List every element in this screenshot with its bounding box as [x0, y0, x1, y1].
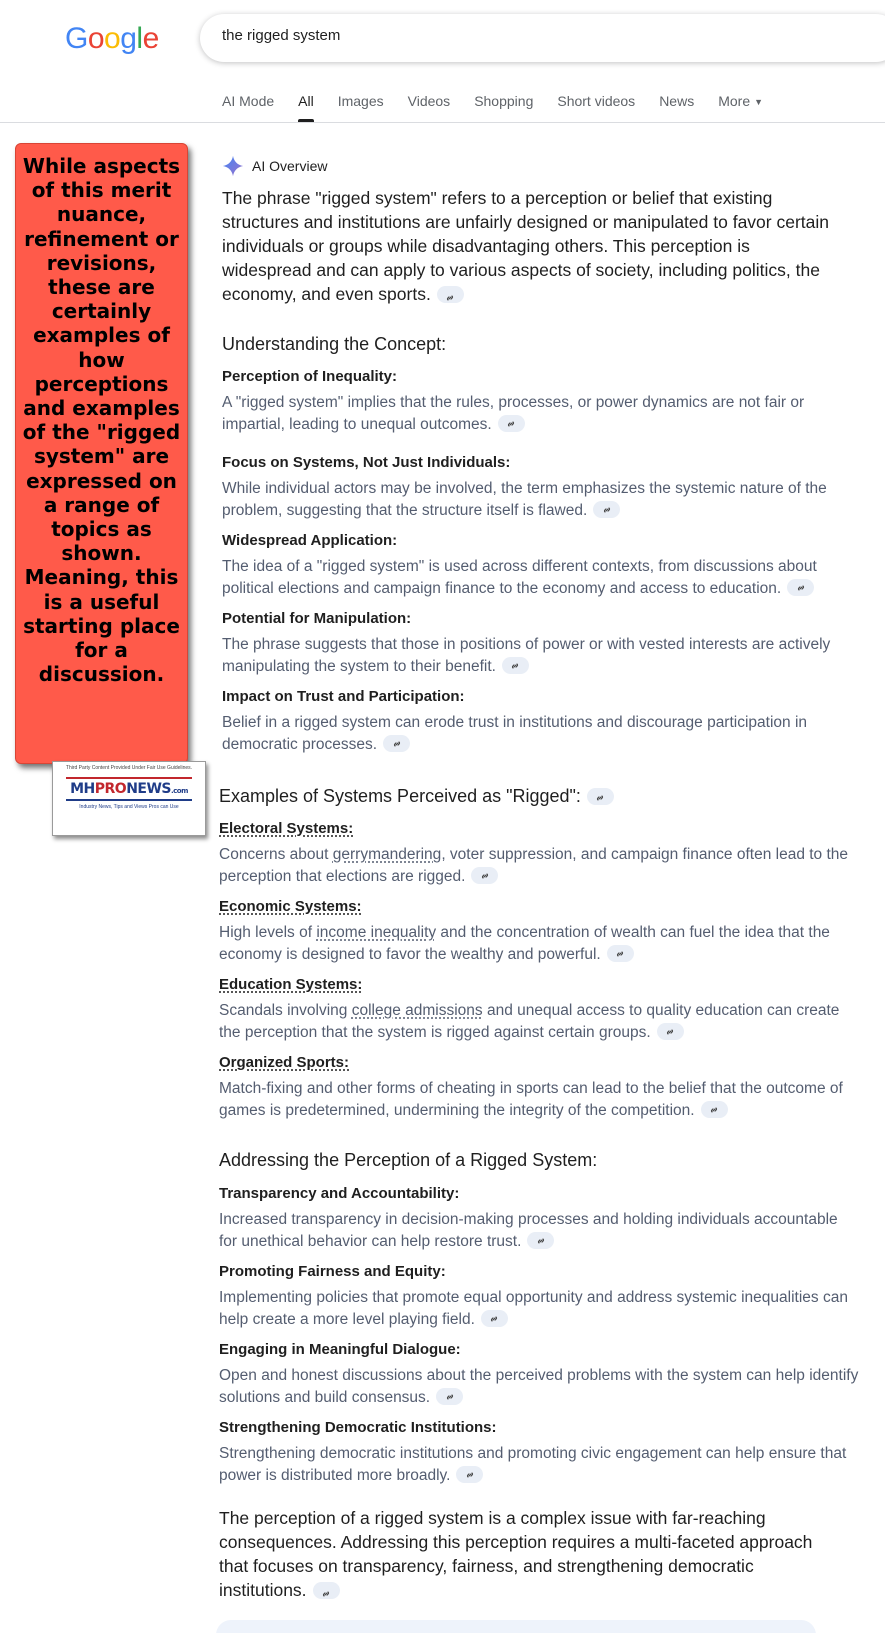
- section-heading-examples: [219, 786, 614, 807]
- item-body: [222, 634, 862, 678]
- tab-news[interactable]: News: [659, 93, 695, 109]
- logo-mh: MH: [70, 781, 95, 797]
- link-icon: [664, 1026, 676, 1038]
- link-icon: [464, 1469, 476, 1481]
- logo-letter: o: [87, 22, 105, 55]
- item-title: Perception of Inequality:: [222, 368, 398, 385]
- item-body: [219, 1209, 859, 1253]
- logo-letter: G: [65, 22, 88, 55]
- item-title: Impact on Trust and Participation:: [222, 688, 465, 705]
- item-title: Transparency and Accountability:: [219, 1185, 460, 1202]
- intro-text: The phrase "rigged system" refers to a perception or belief that existing structures and institutions are unfairly designed or manipulated to favor certain individuals or groups while disadvantaging others. This perception is widespread and can apply to various aspects of society, including politics, the economy, and even sports.: [222, 188, 829, 304]
- item-body-text: High levels of: [219, 924, 317, 941]
- inline-link[interactable]: income inequality: [316, 924, 437, 941]
- logo-letter: e: [142, 22, 159, 55]
- item-body-text: The idea of a "rigged system" is used across different contexts, from discussions about political elections and campaign finance to the economy and access to education.: [222, 558, 817, 597]
- link-icon: [594, 792, 606, 804]
- inline-link[interactable]: gerrymandering: [332, 846, 442, 863]
- tab-ai-mode[interactable]: AI Mode: [222, 93, 275, 109]
- source-link-button[interactable]: [313, 1582, 340, 1599]
- example-item: [219, 1053, 859, 1122]
- item-body-text: The phrase suggests that those in positions of power or with vested interests are actively manipulating the system to their benefit.: [222, 636, 831, 675]
- addressing-item: [219, 1340, 859, 1409]
- item-body: [219, 844, 859, 888]
- source-link-button[interactable]: [787, 579, 814, 596]
- sparkle-icon: [222, 155, 244, 177]
- item-body-text: , voter suppression, and campaign finance often lead to the perception that elections are rigged.: [219, 846, 849, 885]
- tab-more-label: More: [718, 93, 751, 109]
- item-title: Promoting Fairness and Equity:: [219, 1263, 446, 1280]
- item-body-text: Increased transparency in decision-making processes and holding individuals accountable for unethical behavior can help restore trust.: [219, 1211, 838, 1250]
- item-body: [222, 392, 862, 436]
- example-item: [219, 819, 859, 888]
- concept-item: [222, 609, 862, 678]
- logo-pro: PRO: [94, 781, 127, 797]
- editorial-callout: [15, 143, 188, 764]
- source-link-button[interactable]: [471, 867, 498, 884]
- show-more-bar[interactable]: [216, 1620, 816, 1633]
- item-title: Potential for Manipulation:: [222, 610, 412, 627]
- search-tabs: [222, 93, 787, 123]
- item-body: [222, 556, 862, 600]
- link-icon: [601, 504, 613, 516]
- item-body: [219, 1000, 859, 1044]
- item-body: [219, 1078, 859, 1122]
- item-title: Focus on Systems, Not Just Individuals:: [222, 454, 511, 471]
- example-item: [219, 975, 859, 1044]
- item-body-text: Concerns about: [219, 846, 333, 863]
- conclusion-paragraph: [219, 1506, 839, 1602]
- item-title[interactable]: Organized Sports:: [219, 1054, 350, 1071]
- source-link-button[interactable]: [657, 1023, 684, 1040]
- badge-tagline: Industry News, Tips and Views Pros can Use: [79, 804, 179, 810]
- tab-images[interactable]: Images: [337, 93, 384, 109]
- item-body-text: Open and honest discussions about the perceived problems with the system can help identify solutions and build consensus.: [219, 1367, 859, 1406]
- tab-shopping[interactable]: Shopping: [474, 93, 534, 109]
- source-link-button[interactable]: [593, 501, 620, 518]
- source-link-button[interactable]: [436, 1388, 463, 1405]
- addressing-item: [219, 1262, 859, 1331]
- tab-more[interactable]: [718, 93, 763, 123]
- item-body-text: A "rigged system" implies that the rules, processes, or power dynamics are not fair or impartial, leading to unequal outcomes.: [222, 394, 805, 433]
- link-icon: [479, 870, 491, 882]
- header-divider: [0, 122, 885, 123]
- item-title: Engaging in Meaningful Dialogue:: [219, 1341, 461, 1358]
- section-heading-text: Examples of Systems Perceived as "Rigged":: [219, 786, 581, 806]
- concept-item: [222, 367, 862, 436]
- link-icon: [391, 738, 403, 750]
- tab-videos[interactable]: Videos: [407, 93, 451, 109]
- link-icon: [320, 1588, 332, 1600]
- badge-note: Third Party Content Provided Under Fair Use Guidelines.: [65, 765, 193, 771]
- search-input[interactable]: [222, 27, 862, 44]
- concept-item: [222, 453, 862, 522]
- example-item: [219, 897, 859, 966]
- logo-letter: l: [136, 22, 143, 55]
- item-body: [219, 1443, 859, 1487]
- mhpronews-badge: [52, 761, 206, 836]
- logo-letter: g: [120, 22, 137, 55]
- item-body-text: and unequal access to quality education can create the perception that the system is rigged against certain groups.: [219, 1002, 840, 1041]
- search-box[interactable]: [200, 14, 885, 62]
- logo-news: NEWS: [126, 781, 171, 797]
- link-icon: [535, 1235, 547, 1247]
- link-icon: [444, 292, 456, 304]
- item-title[interactable]: Education Systems:: [219, 976, 363, 993]
- item-body-text: While individual actors may be involved, the term emphasizes the systemic nature of the problem, suggesting that the structure itself is flawed.: [222, 480, 827, 519]
- item-body: [222, 712, 862, 756]
- source-link-button[interactable]: [498, 415, 525, 432]
- mhpronews-logo: [66, 777, 192, 801]
- ai-overview-header: [222, 155, 327, 177]
- section-heading-addressing: Addressing the Perception of a Rigged System:: [219, 1150, 598, 1170]
- source-link-button[interactable]: [607, 945, 634, 962]
- item-body-text: Scandals involving: [219, 1002, 352, 1019]
- source-link-button[interactable]: [587, 788, 614, 805]
- inline-link[interactable]: college admissions: [351, 1002, 483, 1019]
- conclusion-text: The perception of a rigged system is a complex issue with far-reaching consequences. Addressing this perception requires a multi-faceted approach that focuses on transparency, fairness, and strengthening democratic institutions.: [219, 1508, 813, 1600]
- item-title[interactable]: Electoral Systems:: [219, 820, 354, 837]
- link-icon: [509, 660, 521, 672]
- concept-item: [222, 687, 862, 756]
- addressing-item: [219, 1184, 859, 1253]
- source-link-button[interactable]: [527, 1232, 554, 1249]
- tab-all[interactable]: All: [298, 93, 314, 123]
- source-link-button[interactable]: [456, 1466, 483, 1483]
- item-body-text: and the concentration of wealth can fuel the idea that the economy is designed to favor the wealthy and powerful.: [219, 924, 830, 963]
- link-icon: [708, 1104, 720, 1116]
- source-link-button[interactable]: [701, 1101, 728, 1118]
- item-body: [219, 1287, 859, 1331]
- item-body: [222, 478, 862, 522]
- logo-com: .com: [171, 787, 188, 795]
- item-body: [219, 922, 859, 966]
- link-icon: [795, 582, 807, 594]
- addressing-item: [219, 1418, 859, 1487]
- source-link-button[interactable]: [383, 735, 410, 752]
- link-icon: [444, 1391, 456, 1403]
- item-body-text: Match-fixing and other forms of cheating in sports can lead to the belief that the outcome of games is predetermined, undermining the integrity of the competition.: [219, 1080, 843, 1119]
- concept-item: [222, 531, 862, 600]
- item-title[interactable]: Economic Systems:: [219, 898, 362, 915]
- source-link-button[interactable]: [437, 286, 464, 303]
- callout-text: While aspects of this merit nuance, refinement or revisions, these are certainly examples of how perceptions and examples of the "rigged system" are expressed on a range of topics as shown. Meaning, this is a useful starting place for a discussion.: [22, 154, 181, 687]
- google-logo[interactable]: [65, 22, 159, 56]
- item-title: Strengthening Democratic Institutions:: [219, 1419, 497, 1436]
- caret-down-icon: ▼: [754, 97, 764, 108]
- link-icon: [614, 948, 626, 960]
- tab-short-videos[interactable]: Short videos: [557, 93, 636, 109]
- link-icon: [505, 418, 517, 430]
- item-title: Widespread Application:: [222, 532, 398, 549]
- link-icon: [488, 1313, 500, 1325]
- ai-overview-label: AI Overview: [252, 158, 328, 174]
- section-heading-concept: Understanding the Concept:: [222, 334, 447, 354]
- intro-paragraph: [222, 186, 842, 306]
- item-body: [219, 1365, 859, 1409]
- item-body-text: Implementing policies that promote equal opportunity and address systemic inequalities can help create a more level playing field.: [219, 1289, 848, 1328]
- source-link-button[interactable]: [481, 1310, 508, 1327]
- item-body-text: Strengthening democratic institutions and promoting civic engagement can help ensure that power is distributed more broadly.: [219, 1445, 847, 1484]
- item-body-text: Belief in a rigged system can erode trust in institutions and discourage participation in democratic processes.: [222, 714, 808, 753]
- logo-letter: o: [104, 22, 121, 55]
- source-link-button[interactable]: [502, 657, 529, 674]
